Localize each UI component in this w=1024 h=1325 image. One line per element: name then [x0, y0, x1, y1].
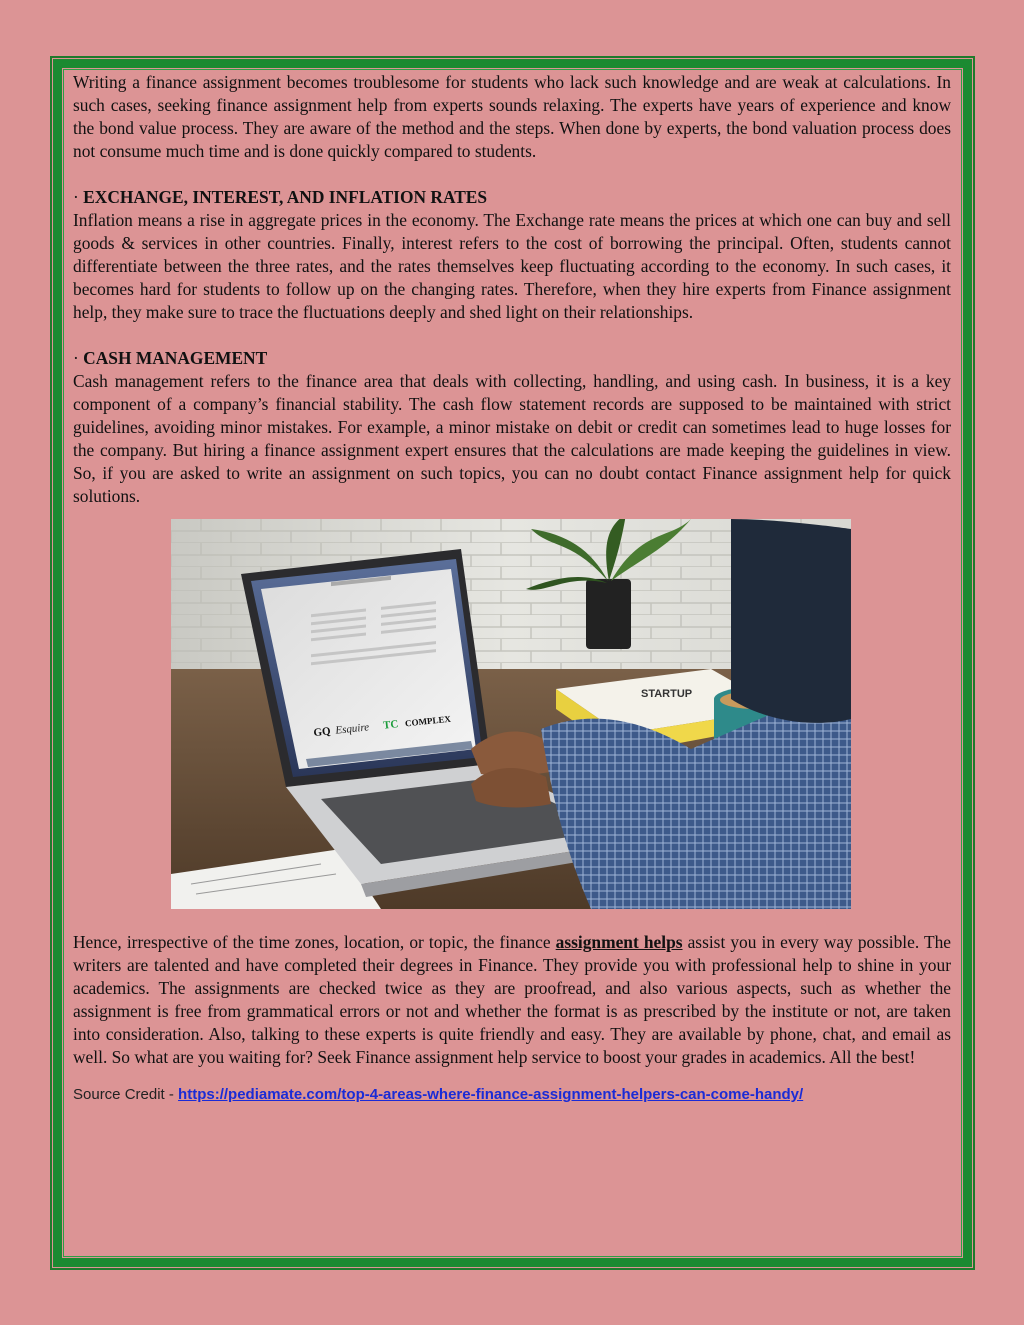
logo-esquire: Esquire [334, 721, 370, 737]
logo-complex: COMPLEX [404, 713, 452, 729]
source-credit [73, 1085, 951, 1105]
document-body [73, 71, 951, 1105]
heading-text: CASH MANAGEMENT [83, 348, 268, 368]
laptop-photo [171, 519, 851, 909]
laptop-photo-illustration [171, 519, 851, 909]
book-title: STARTUP [641, 688, 693, 700]
logo-tc: TC [382, 718, 400, 732]
bullet-marker: · [73, 187, 79, 207]
logo-gq: GQ [312, 725, 332, 740]
assignment-helps-link[interactable]: assignment helps [555, 932, 683, 952]
closing-text-end: assist you in every way possible. The writers are talented and have completed their degrees in Finance. They provide you with professional help to shine in your academics. The assignments are checked twice as they are proofread, and also various aspects, such as whether the assignment is free from grammatical errors or not and whether the format is as prescribed by the institute or not, are taken into consideration. Also, talking to these experts is quite friendly and easy. They are available by phone, chat, and email as well. So what are you waiting for? Seek Finance assignment help service to boost your grades in academics. All the best! [73, 932, 952, 1067]
section-body: Inflation means a rise in aggregate prices in the economy. The Exchange rate means the prices at which one can buy and sell goods & services in other countries. Finally, interest refers to the cost of borrowing the principal. Often, students cannot differentiate between the three rates, and the rates themselves keep fluctuating according to the economy. In such cases, it becomes hard for students to follow up on the changing rates. Therefore, when they hire experts from Finance assignment help, they make sure to trace the fluctuations deeply and shed light on their relationships. [73, 210, 951, 322]
section-exchange-rates [73, 186, 951, 324]
source-credit-link[interactable]: https://pediamate.com/top-4-areas-where-finance-assignment-helpers-can-come-handy/ [178, 1086, 804, 1103]
bullet-marker: · [73, 348, 79, 368]
section-heading [73, 347, 951, 370]
section-heading [73, 186, 951, 209]
heading-text: EXCHANGE, INTEREST, AND INFLATION RATES [83, 187, 488, 207]
section-body: Cash management refers to the finance area that deals with collecting, handling, and using cash. In business, it is a key component of a company’s financial stability. The cash flow statement records are supposed to be maintained with strict guidelines, avoiding minor mistakes. For example, a minor mistake on debit or credit can sometimes lead to huge losses for the company. But hiring a finance assignment expert ensures that the calculations are made keeping the guidelines in view. So, if you are asked to write an assignment on such topics, you can no doubt contact Finance assignment help for quick solutions. [73, 371, 951, 506]
closing-paragraph [73, 931, 951, 1069]
section-cash-management [73, 347, 951, 508]
source-credit-label: Source Credit - [73, 1086, 179, 1103]
intro-paragraph: Writing a finance assignment becomes troublesome for students who lack such knowledge and are weak at calculations. In such cases, seeking finance assignment help from experts sounds relaxing. The experts have years of experience and know the bond value process. They are aware of the method and the steps. When done by experts, the bond valuation process does not consume much time and is done quickly compared to students. [73, 72, 951, 161]
closing-text-start: Hence, irrespective of the time zones, location, or topic, the finance [73, 932, 556, 952]
